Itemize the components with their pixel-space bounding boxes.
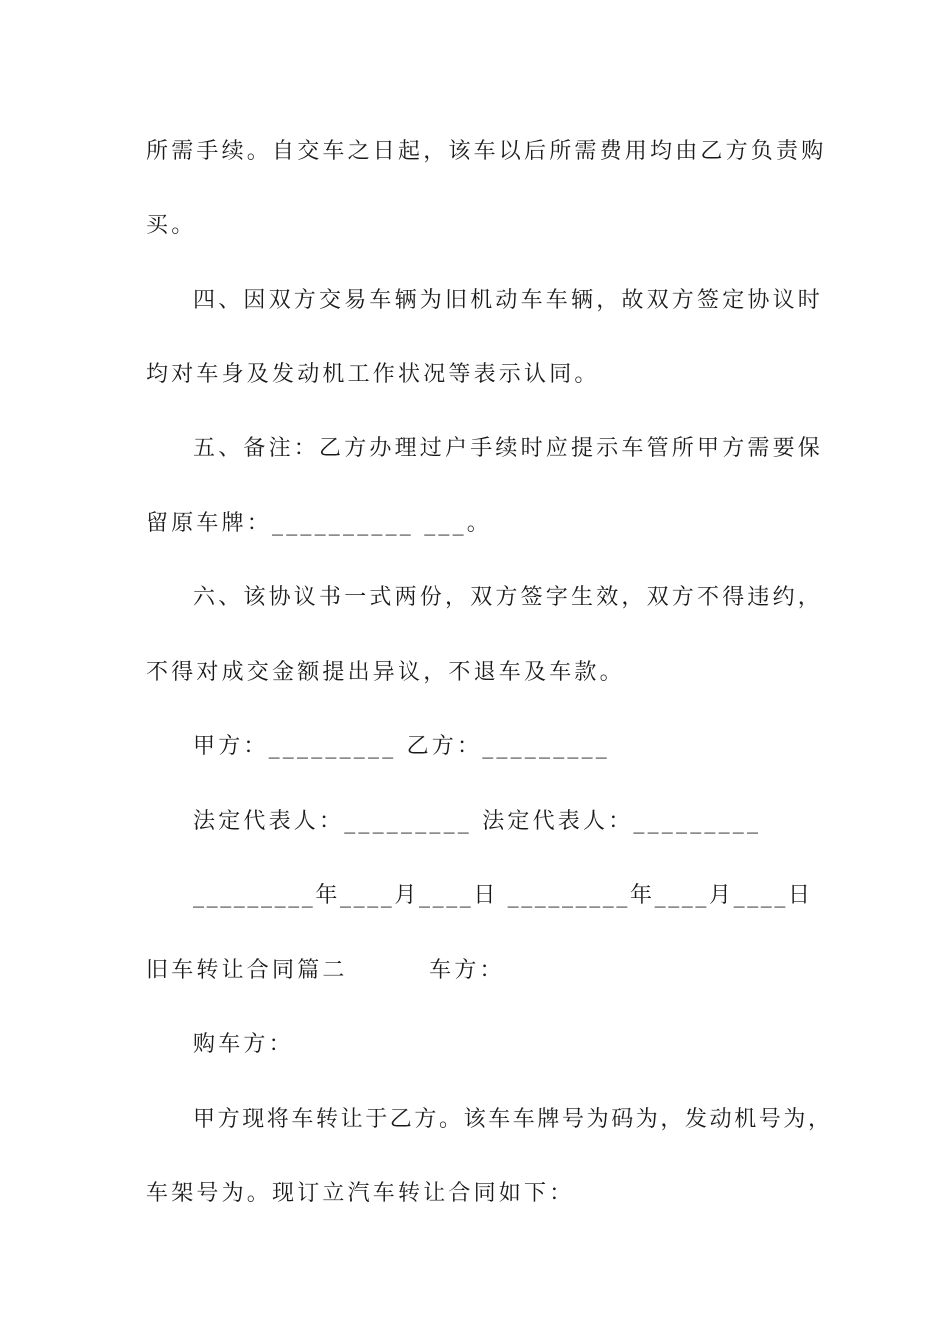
paragraph-line: 均对车身及发动机工作状况等表示认同。 [146, 362, 600, 387]
section-heading: 旧车转让合同篇二 车方： [146, 958, 505, 983]
paragraph-line: 甲方现将车转让于乙方。该车车牌号为码为，发动机号为， [193, 1107, 833, 1132]
paragraph-line: 车架号为。现订立汽车转让合同如下： [146, 1181, 575, 1206]
paragraph-line: 留原车牌：__________ ___。 [146, 511, 492, 536]
signature-line-representatives: 法定代表人：_________ 法定代表人：_________ [193, 809, 762, 834]
paragraph-line: 五、备注：乙方办理过户手续时应提示车管所甲方需要保 [193, 436, 824, 461]
paragraph-line: 购车方： [193, 1032, 294, 1057]
paragraph-line: 四、因双方交易车辆为旧机动车车辆，故双方签定协议时 [193, 288, 824, 313]
signature-line-parties: 甲方：_________ 乙方：_________ [193, 734, 610, 759]
signature-line-dates: _________年____月____日 _________年____月____日 [193, 883, 813, 908]
paragraph-line: 不得对成交金额提出异议，不退车及车款。 [146, 660, 625, 685]
paragraph-line: 买。 [146, 213, 197, 238]
paragraph-line: 六、该协议书一式两份，双方签字生效，双方不得违约， [193, 585, 824, 610]
paragraph-line: 所需手续。自交车之日起，该车以后所需费用均由乙方负责购 [146, 139, 827, 164]
